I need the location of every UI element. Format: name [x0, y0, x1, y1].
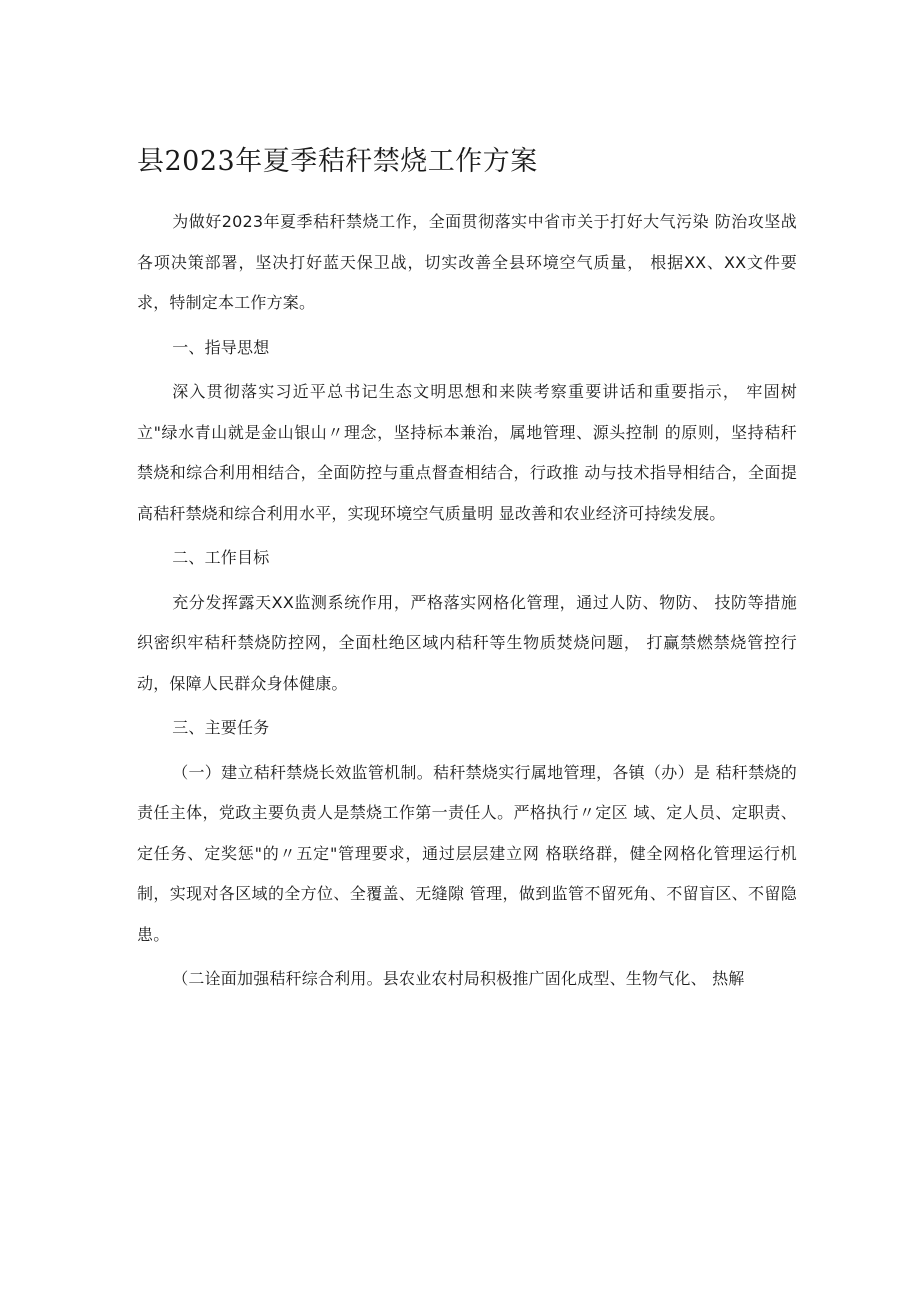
- section-heading-work-goals: 二、工作目标: [172, 548, 270, 567]
- intro-paragraph: 为做好2023年夏季秸秆禁烧工作，全面贯彻落实中省市关于打好大气污染 防治攻坚战各项决策部署，坚决打好蓝天保卫战，切实改善全县环境空气质量， 根据XX、XX文件要求，特制定本工作方案。: [137, 212, 797, 312]
- main-task-1-paragraph: （一）建立秸秆禁烧长效监管机制。秸秆禁烧实行属地管理，各镇（办）是 秸秆禁烧的责任主体，党政主要负责人是禁烧工作第一责任人。严格执行〃定区 域、定人员、定职责、定任务、定奖惩"的〃五定"管理要求，通过层层建立网 格联络群，健全网格化管理运行机制，实现对各区域的全方位、全覆盖、无缝隙 管理，做到监管不留死角、不留盲区、不留隐患。: [137, 762, 797, 944]
- section-heading-main-tasks: 三、主要任务: [172, 718, 270, 737]
- document-body: [137, 202, 797, 1004]
- main-task-2-paragraph: （二诠面加强秸秆综合利用。县农业农村局积极推广固化成型、生物气化、 热解: [172, 969, 745, 988]
- guiding-ideology-paragraph: 深入贯彻落实习近平总书记生态文明思想和来陕考察重要讲话和重要指示， 牢固树立"绿水青山就是金山银山〃理念，坚持标本兼治，属地管理、源头控制 的原则，坚持秸秆禁烧和综合利用相结合，全面防控与重点督查相结合，行政推 动与技术指导相结合，全面提高秸秆禁烧和综合利用水平，实现环境空气质量明 显改善和农业经济可持续发展。: [137, 382, 797, 523]
- document-title: 县2023年夏季秸秆禁烧工作方案: [137, 146, 538, 177]
- section-heading-guiding-ideology: 一、指导思想: [172, 337, 270, 357]
- work-goals-paragraph: 充分发挥露天XX监测系统作用，严格落实网格化管理，通过人防、物防、 技防等措施织密织牢秸秆禁烧防控网，全面杜绝区域内秸秆等生物质焚烧问题， 打赢禁燃禁烧管控行动，保障人民群众身体健康。: [137, 592, 797, 693]
